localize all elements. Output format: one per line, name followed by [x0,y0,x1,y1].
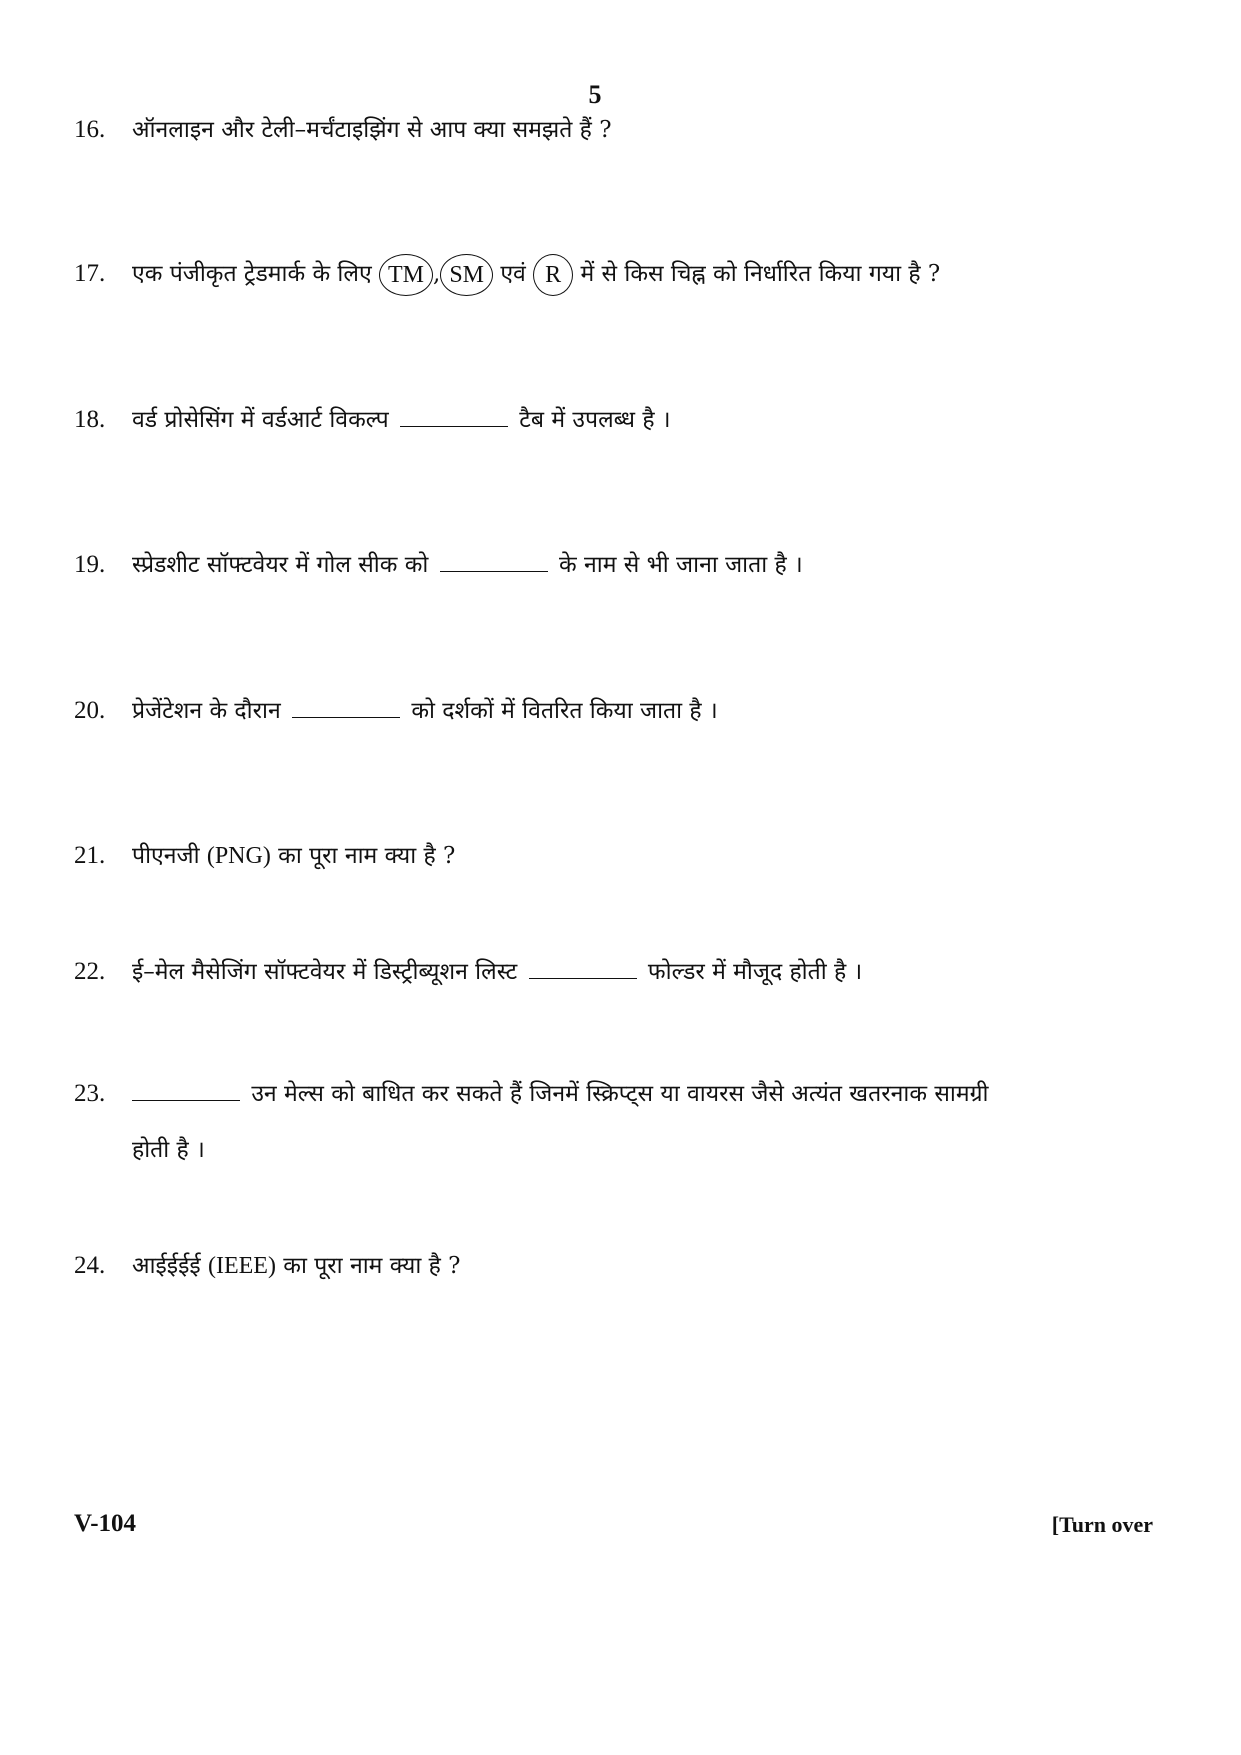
question-23 [74,1066,1074,1178]
question-text [132,944,1074,1000]
question-21 [74,828,1074,884]
question-number: 24. [74,1252,106,1279]
question-text-mid: एवं [500,261,526,287]
question-text [132,828,1074,884]
question-number: 18. [74,406,106,433]
turn-over-note: [Turn over [1051,1512,1153,1537]
question-text-pre: वर्ड प्रोसेसिंग में वर्डआर्ट विकल्प [132,407,389,433]
question-text-post: के नाम से भी जाना जाता है । [559,552,803,578]
trademark-symbol-r: R [533,254,573,296]
question-17 [74,246,1074,302]
answer-blank [132,1072,240,1101]
question-24 [74,1238,1074,1294]
question-text-post: को दर्शकों में वितरित किया जाता है । [411,698,718,724]
question-number: 19. [74,551,106,578]
question-text [132,1066,1074,1178]
question-text-post: में से किस चिह्न को निर्धारित किया गया है ? [580,261,941,287]
question-text-post: उन मेल्स को बाधित कर सकते हैं जिनमें स्क्रिप्ट्स या वायरस जैसे अत्यंत खतरनाक सामग्री [251,1081,989,1107]
question-number: 16. [74,116,106,143]
question-text-post: का पूरा नाम क्या है ? [283,1253,461,1279]
abbreviation: (IEEE) [208,1253,276,1279]
question-number: 17. [74,260,106,287]
question-text-post: फोल्डर में मौजूद होती है । [647,959,863,985]
question-text-post: का पूरा नाम क्या है ? [278,843,456,869]
answer-blank [440,543,548,572]
question-22 [74,944,1074,1000]
symbol-separator: , [433,261,441,287]
question-text: ऑनलाइन और टेली–मर्चंटाइझिंग से आप क्या समझते हैं ? [132,117,612,143]
question-text-pre: ई–मेल मैसेजिंग सॉफ्टवेयर में डिस्ट्रीब्यूशन लिस्ट [132,959,518,985]
question-18 [74,392,1074,448]
question-text [132,246,1074,302]
abbreviation: (PNG) [206,843,271,869]
question-16 [74,102,1074,158]
question-text [132,1238,1074,1294]
question-text-pre: पीएनजी [132,843,200,869]
answer-blank [292,689,400,718]
question-text-pre: आईईईई [132,1253,201,1279]
question-text-line2: होती है । [132,1137,205,1163]
answer-blank [400,398,508,427]
question-text [132,537,1074,593]
question-number: 23. [74,1080,106,1107]
trademark-symbol-sm: SM [440,254,493,296]
page-number: 5 [588,80,602,109]
answer-blank [529,950,637,979]
trademark-symbol-tm: TM [379,254,433,296]
question-text-pre: एक पंजीकृत ट्रेडमार्क के लिए [132,261,372,287]
question-text [132,392,1074,448]
question-text [132,683,1074,739]
question-text-post: टैब में उपलब्ध है । [519,407,671,433]
paper-code: V-104 [74,1510,137,1537]
question-number: 20. [74,697,106,724]
question-19 [74,537,1074,593]
question-20 [74,683,1074,739]
question-text-pre: प्रेजेंटेशन के दौरान [132,698,281,724]
question-number: 22. [74,958,106,985]
question-text-pre: स्प्रेडशीट सॉफ्टवेयर में गोल सीक को [132,552,429,578]
question-number: 21. [74,842,106,869]
